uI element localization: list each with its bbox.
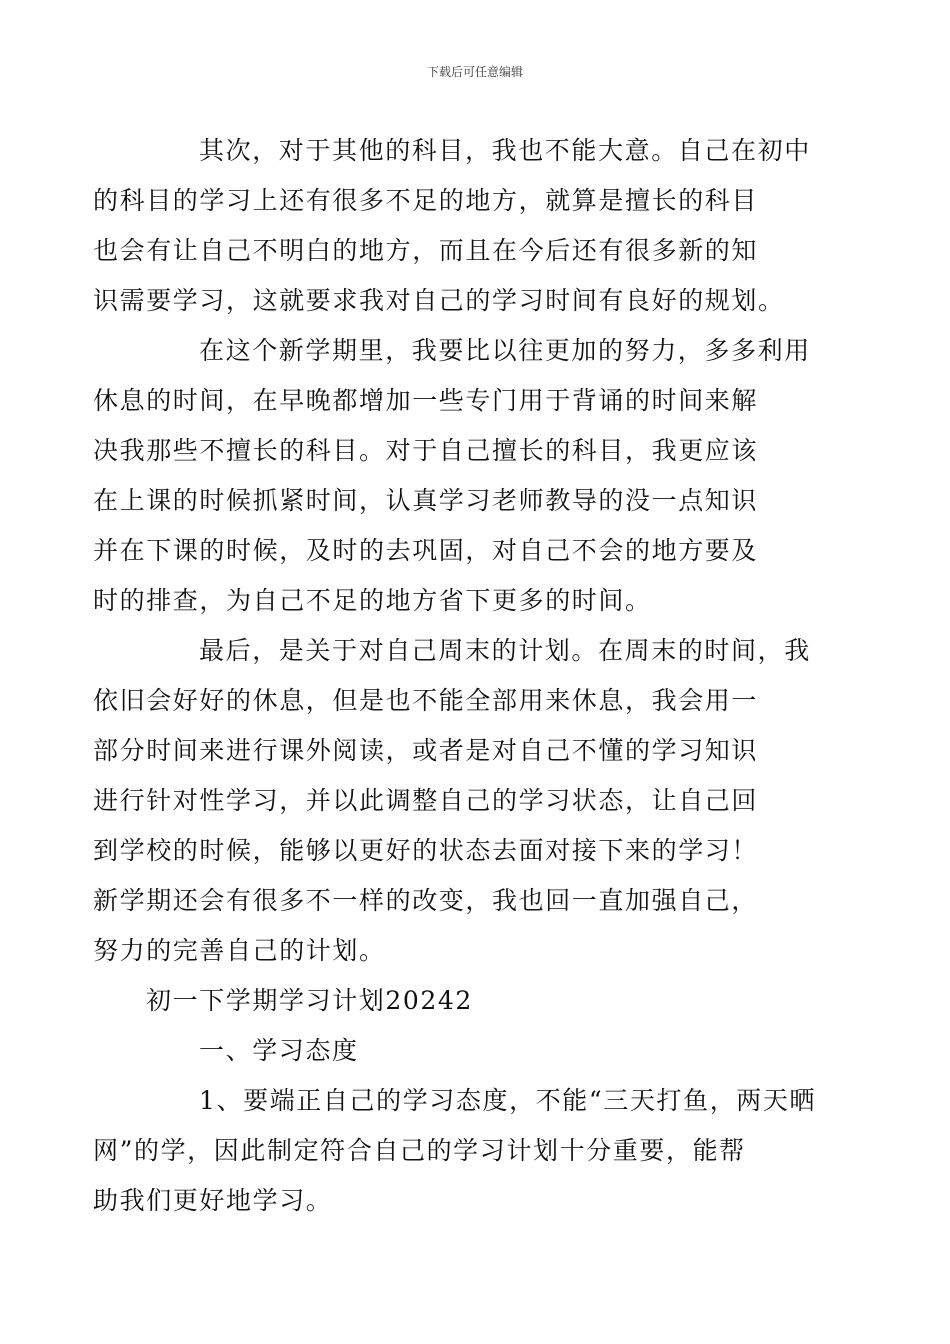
document-body (93, 126, 817, 1226)
text-line: 1、要端正自己的学习态度，不能“三天打鱼，两天晒 (199, 1086, 817, 1115)
text-line: 助我们更好地学习。 (93, 1186, 333, 1215)
text-line: 在这个新学期里，我要比以往更加的努力，多多利用 (199, 336, 811, 365)
paragraph-other-subjects (93, 126, 811, 326)
text-line: 部分时间来进行课外阅读，或者是对自己不懂的学习知识 (93, 736, 759, 765)
text-line: 休息的时间，在早晚都增加一些专门用于背诵的时间来解 (93, 386, 759, 415)
text-line: 的科目的学习上还有很多不足的地方，就算是擅长的科目 (93, 186, 759, 215)
subsection-title (146, 1026, 810, 1076)
list-item-1 (93, 1076, 817, 1226)
text-line: 其次，对于其他的科目，我也不能大意。自己在初中 (199, 136, 811, 165)
text-line: 新学期还会有很多不一样的改变，我也回一直加强自己， (93, 886, 759, 915)
text-line: 并在下课的时候，及时的去巩固，对自己不会的地方要及 (93, 536, 759, 565)
text-line: 最后，是关于对自己周末的计划。在周末的时间，我 (199, 636, 811, 665)
text-line: 网”的学，因此制定符合自己的学习计划十分重要，能帮 (93, 1136, 746, 1165)
text-line: 决我那些不擅长的科目。对于自己擅长的科目，我更应该 (93, 436, 759, 465)
text-line: 进行针对性学习，并以此调整自己的学习状态，让自己回 (93, 786, 759, 815)
text-line: 努力的完善自己的计划。 (93, 936, 386, 965)
text-line: 在上课的时候抓紧时间，认真学习老师教导的没一点知识 (93, 486, 759, 515)
text-line: 识需要学习，这就要求我对自己的学习时间有良好的规划。 (93, 286, 785, 315)
section-title-text: 初一下学期学习计划20242 (146, 986, 473, 1015)
subsection-title-text: 一、学习态度 (199, 1036, 359, 1065)
paragraph-weekend-plan (93, 626, 811, 976)
paragraph-new-semester (93, 326, 811, 626)
text-line: 到学校的时候，能够以更好的状态去面对接下来的学习！ (93, 836, 759, 865)
page-header-note: 下载后可任意编辑 (426, 65, 523, 79)
section-title (146, 976, 810, 1026)
text-line: 也会有让自己不明白的地方，而且在今后还有很多新的知 (93, 236, 759, 265)
text-line: 依旧会好好的休息，但是也不能全部用来休息，我会用一 (93, 686, 759, 715)
text-line: 时的排查，为自己不足的地方省下更多的时间。 (93, 586, 652, 615)
